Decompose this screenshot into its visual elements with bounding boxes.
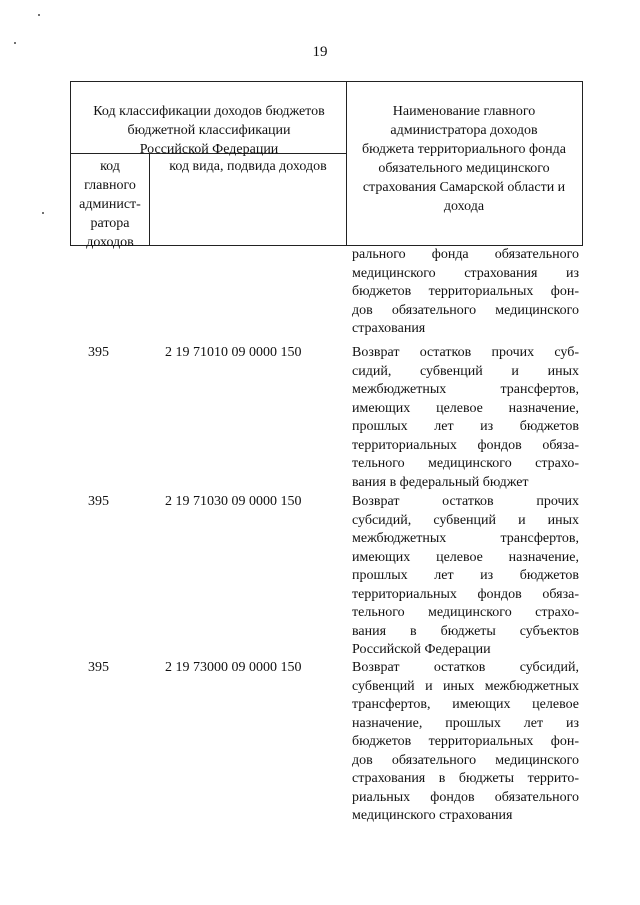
description-line: территориальных фондов обяза- — [352, 586, 579, 602]
description-line: дов обязательного медицинского — [352, 752, 579, 768]
income-description — [352, 344, 579, 492]
description-line: межбюджетных трансфертов, — [352, 531, 579, 546]
description-line: риальных фондов обязательного — [352, 789, 579, 805]
income-description — [352, 493, 579, 660]
description-line: тельного медицинского страхо- — [352, 456, 579, 471]
description-line: медицинского страхования из — [352, 265, 579, 281]
description-line: прошлых лет из бюджетов — [352, 419, 579, 434]
description-line: страхования — [352, 321, 426, 336]
description-line: страхования в бюджеты террито- — [352, 771, 579, 786]
description-line: прошлых лет из бюджетов — [352, 568, 579, 583]
description-line: бюджетов территориальных фон- — [352, 284, 579, 299]
admin-code: 395 — [88, 660, 109, 675]
header-income-type-code: код вида, подвида доходов — [169, 159, 327, 174]
admin-code: 395 — [88, 494, 109, 509]
description-line: вания в бюджеты субъектов — [352, 623, 579, 639]
income-type-code: 2 19 73000 09 0000 150 — [165, 660, 302, 675]
description-line: имеющих целевое назначение, — [352, 400, 579, 416]
description-line: Возврат остатков субсидий, — [352, 660, 579, 675]
description-line: дов обязательного медицинского — [352, 302, 579, 318]
description-line: Российской Федерации — [352, 642, 491, 657]
description-line: вания в федеральный бюджет — [352, 474, 529, 490]
description-line: тельного медицинского страхо- — [352, 605, 579, 620]
scan-speck — [38, 14, 40, 16]
table-header — [70, 81, 583, 250]
description-line: имеющих целевое назначение, — [352, 549, 579, 565]
admin-code: 395 — [88, 345, 109, 360]
header-administrator-name: Наименование главного администратора доходов бюджета территориального фонда обязательного медицинского страхования Самарской области и дохода — [362, 104, 566, 214]
income-description — [352, 246, 579, 339]
income-type-code: 2 19 71010 09 0000 150 — [165, 345, 302, 360]
income-description — [352, 659, 579, 826]
description-line: межбюджетных трансфертов, — [352, 382, 579, 397]
header-divider — [346, 82, 347, 245]
page-number: 19 — [312, 44, 328, 60]
description-line: сидий, субвенций и иных — [352, 363, 579, 379]
description-line: медицинского страхования — [352, 808, 513, 823]
description-line: территориальных фондов обяза- — [352, 437, 579, 453]
description-line: рального фонда обязательного — [352, 247, 579, 262]
income-type-code: 2 19 71030 09 0000 150 — [165, 494, 302, 509]
scan-speck — [42, 212, 44, 214]
description-line: бюджетов территориальных фон- — [352, 734, 579, 749]
description-line: субсидий, субвенций и иных — [352, 512, 579, 528]
header-admin-code: код главного админист- ратора доходов — [79, 159, 141, 250]
description-line: Возврат остатков прочих — [352, 494, 579, 509]
header-classification-code: Код классификации доходов бюджетов бюджетной классификации Российской Федерации — [93, 104, 325, 157]
description-line: субвенций и иных межбюджетных — [352, 678, 579, 694]
description-line: назначение, прошлых лет из — [352, 715, 579, 731]
description-line: Возврат остатков прочих суб- — [352, 345, 579, 360]
description-line: трансфертов, имеющих целевое — [352, 697, 579, 712]
